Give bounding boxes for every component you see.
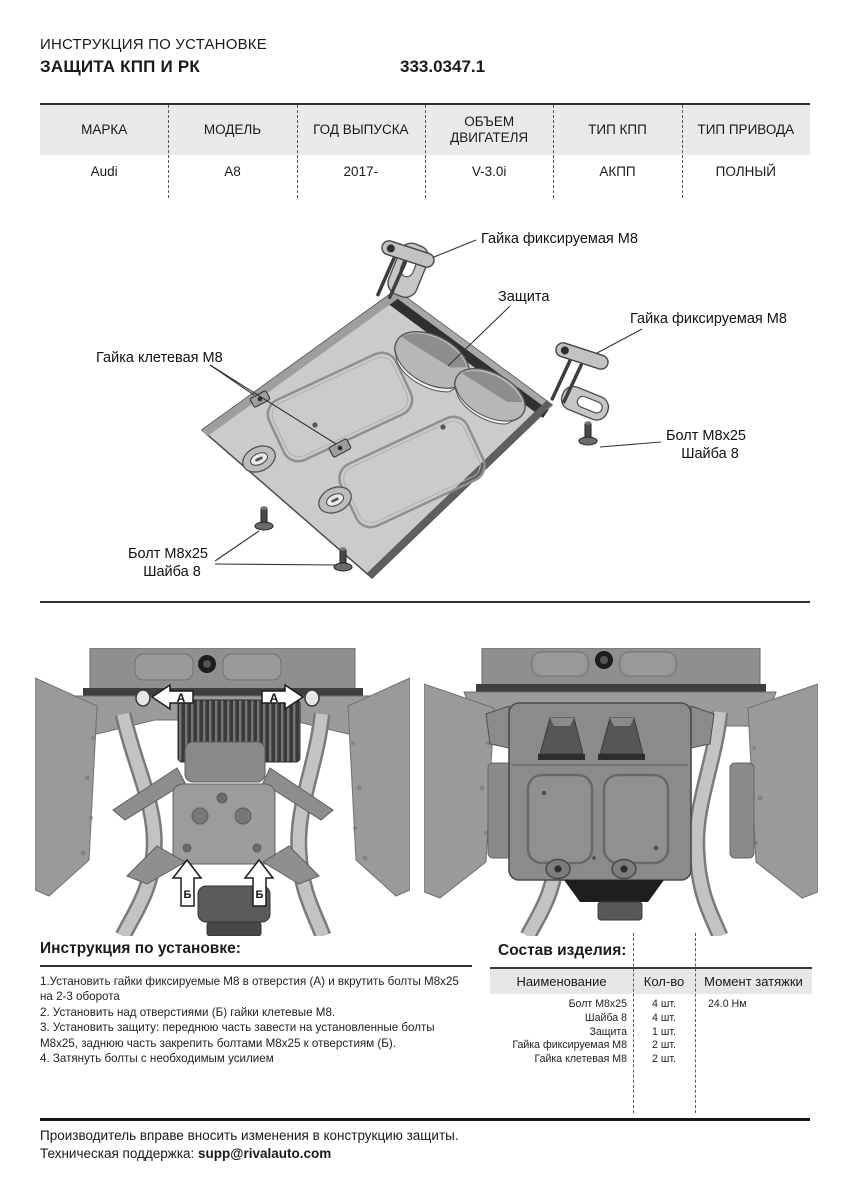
spec-col-brand: МАРКА <box>40 105 168 155</box>
spec-col-drive: ТИП ПРИВОДА <box>682 105 810 155</box>
parts-divider <box>695 933 696 1113</box>
label-cage-nut: Гайка клетевая М8 <box>96 350 223 366</box>
spec-drive: ПОЛНЫЙ <box>715 164 776 179</box>
installed-shield <box>486 703 714 920</box>
parts-col-name: Наименование <box>490 969 633 994</box>
doc-type-title: ИНСТРУКЦИЯ ПО УСТАНОВКЕ <box>40 36 267 53</box>
part-torque: 24.0 Нм <box>708 998 747 1010</box>
part-name: Гайка клетевая М8 <box>534 1053 627 1066</box>
label-fixing-nut-right: Гайка фиксируемая М8 <box>630 311 787 327</box>
spec-col-year: ГОД ВЫПУСКА <box>297 105 425 155</box>
spec-divider <box>168 105 169 198</box>
instructions-heading: Инструкция по установке: <box>40 940 472 967</box>
label-bolt-right-2: Шайба 8 <box>681 446 739 462</box>
part-torque <box>695 1012 812 1026</box>
spec-col-engine: ОБЪЕМ ДВИГАТЕЛЯ <box>425 105 553 155</box>
spec-divider <box>553 105 554 198</box>
instruction-step: 2. Установить над отверстиями (Б) гайки клетевые М8. <box>40 1005 336 1019</box>
label-bolt-bottom-2: Шайба 8 <box>143 564 201 580</box>
footer-disclaimer: Производитель вправе вносить изменения в конструкцию защиты. <box>40 1128 459 1143</box>
part-torque <box>695 1053 812 1067</box>
part-qty: 2 шт. <box>652 1039 676 1052</box>
support-email: supp@rivalauto.com <box>198 1146 332 1161</box>
bolt-bottom-left-drawing <box>255 506 273 530</box>
marker-b-left-label: Б <box>183 889 192 901</box>
label-bolt-right-1: Болт М8х25 <box>666 428 746 444</box>
spec-divider <box>297 105 298 198</box>
spec-model: A8 <box>224 164 241 179</box>
instruction-step: 4. Затянуть болты с необходимым усилием <box>40 1052 274 1066</box>
parts-list <box>490 942 812 1067</box>
spec-year: 2017- <box>343 164 379 179</box>
spec-divider <box>682 105 683 198</box>
part-number: 333.0347.1 <box>400 57 486 76</box>
photo-mounting-points <box>35 648 410 936</box>
marker-b-right-label: Б <box>255 889 264 901</box>
part-name: Болт М8х25 <box>568 998 627 1010</box>
part-qty: 2 шт. <box>652 1053 676 1066</box>
parts-heading: Состав изделия: <box>490 942 812 969</box>
section-divider <box>40 601 810 603</box>
footer-support-line <box>40 1146 810 1161</box>
parts-divider <box>633 933 634 1113</box>
part-qty: 4 шт. <box>652 998 676 1010</box>
label-bolt-bottom-1: Болт М8х25 <box>128 546 208 562</box>
label-fixing-nut-top: Гайка фиксируемая М8 <box>481 231 638 247</box>
instruction-step: 3. Установить защиту: переднюю часть завести на установленные болты М8х25, заднюю часть закрепить болтами М8х25 к отверстиям (Б). <box>40 1021 435 1050</box>
footer-support-label: Техническая поддержка: <box>40 1146 199 1161</box>
label-shield: Защита <box>498 289 550 305</box>
spec-divider <box>425 105 426 198</box>
part-torque <box>695 1039 812 1053</box>
part-qty: 1 шт. <box>652 1025 676 1038</box>
instruction-step: 1.Установить гайки фиксируемые М8 в отверстия (А) и вкрутить болты М8х25 на 2-3 оборота <box>40 975 459 1004</box>
bolt-right-drawing <box>579 421 597 445</box>
footer <box>40 1118 810 1161</box>
part-qty: 4 шт. <box>652 1011 676 1024</box>
spec-gearbox: АКПП <box>599 164 636 179</box>
installation-instructions <box>40 940 472 1066</box>
spec-col-gearbox: ТИП КПП <box>553 105 681 155</box>
spec-col-model: МОДЕЛЬ <box>168 105 296 155</box>
parts-col-qty: Кол-во <box>633 969 695 994</box>
spec-engine: V-3.0i <box>471 164 507 179</box>
exploded-diagram <box>40 210 810 605</box>
product-title: ЗАЩИТА КПП И РК <box>40 57 200 76</box>
vehicle-spec-table <box>40 103 810 195</box>
marker-a-left-label: А <box>176 691 186 705</box>
spec-brand: Audi <box>90 164 118 179</box>
part-name: Гайка фиксируемая М8 <box>512 1039 627 1052</box>
photo-shield-installed <box>424 648 818 936</box>
marker-a-right-label: А <box>269 691 279 705</box>
part-torque <box>695 1026 812 1040</box>
part-name: Защита <box>589 1025 627 1038</box>
parts-col-torque: Момент затяжки <box>695 969 812 994</box>
part-name: Шайба 8 <box>584 1011 627 1024</box>
